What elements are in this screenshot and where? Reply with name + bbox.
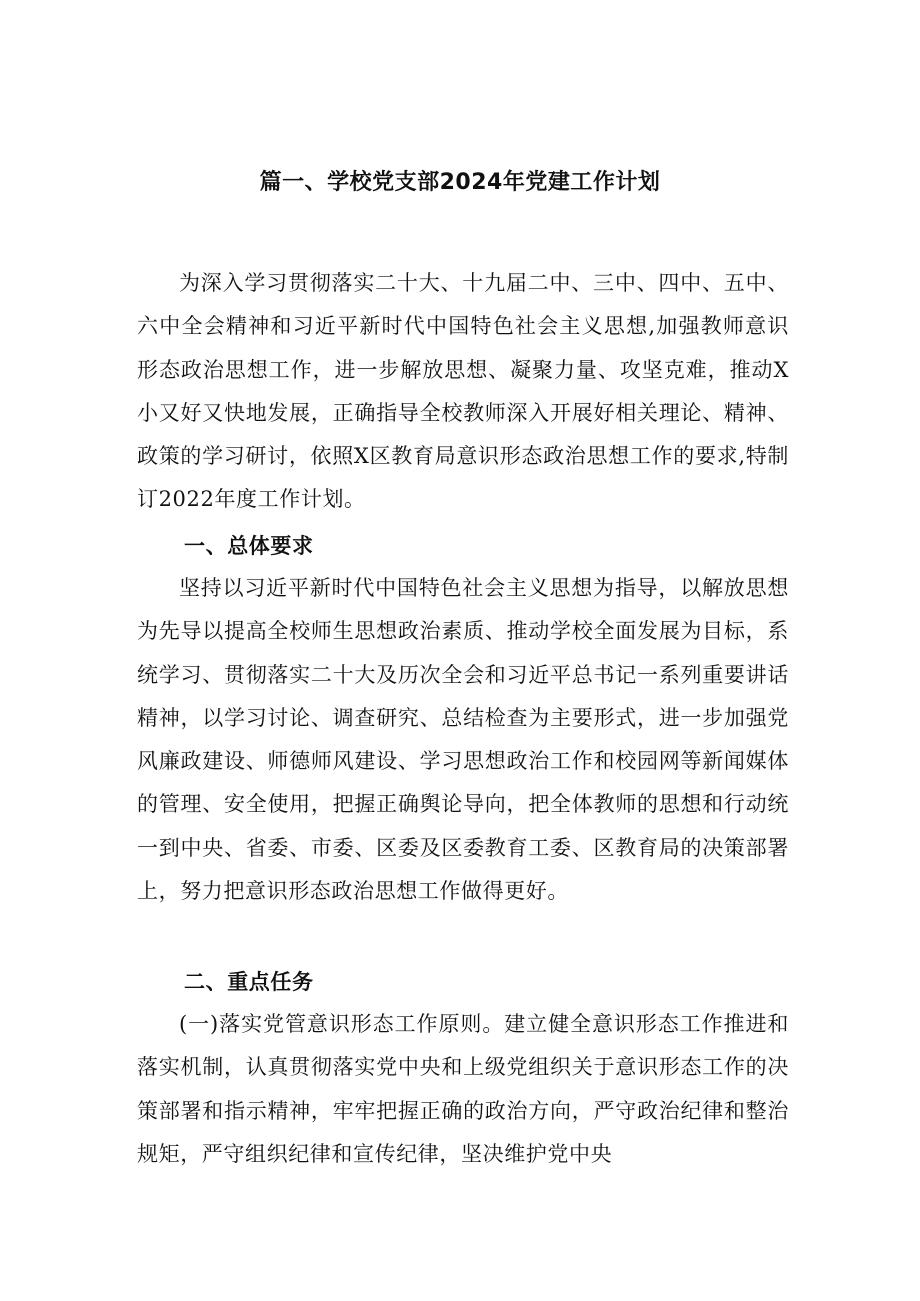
section-body-key-tasks: (一)落实党管意识形态工作原则。建立健全意识形态工作推进和落实机制，认真贯彻落实党中央和上级党组织关于意识形态工作的决策部署和指示精神，牢牢把握正确的政治方向，严守政治纪律和整治规矩，严守组织纪律和宣传纪律，坚决维护党中央 — [137, 1012, 789, 1166]
section-heading-general-requirements: 一、总体要求 — [184, 534, 314, 558]
document-title: 篇一、学校党支部2024年党建工作计划 — [259, 170, 661, 195]
section-heading-key-tasks: 二、重点任务 — [184, 970, 314, 994]
section-body-general-requirements: 坚持以习近平新时代中国特色社会主义思想为指导，以解放思想为先导以提高全校师生思想政治素质、推动学校全面发展为目标，系统学习、贯彻落实二十大及历次全会和习近平总书记一系列重要讲话精神，以学习讨论、调查研究、总结检查为主要形式，进一步加强党风廉政建设、师德师风建设、学习思想政治工作和校园网等新闻媒体的管理、安全使用，把握正确舆论导向，把全体教师的思想和行动统一到中央、省委、市委、区委及区委教育工委、区教育局的决策部署上，努力把意识形态政治思想工作做得更好。 — [137, 576, 789, 904]
intro-paragraph: 为深入学习贯彻落实二十大、十九届二中、三中、四中、五中、六中全会精神和习近平新时代中国特色社会主义思想,加强教师意识形态政治思想工作，进一步解放思想、凝聚力量、攻坚克难，推动X小又好又快地发展，正确指导全校教师深入开展好相关理论、精神、政策的学习研讨，依照X区教育局意识形态政治思想工作的要求,特制订2022年度工作计划。 — [137, 271, 789, 512]
